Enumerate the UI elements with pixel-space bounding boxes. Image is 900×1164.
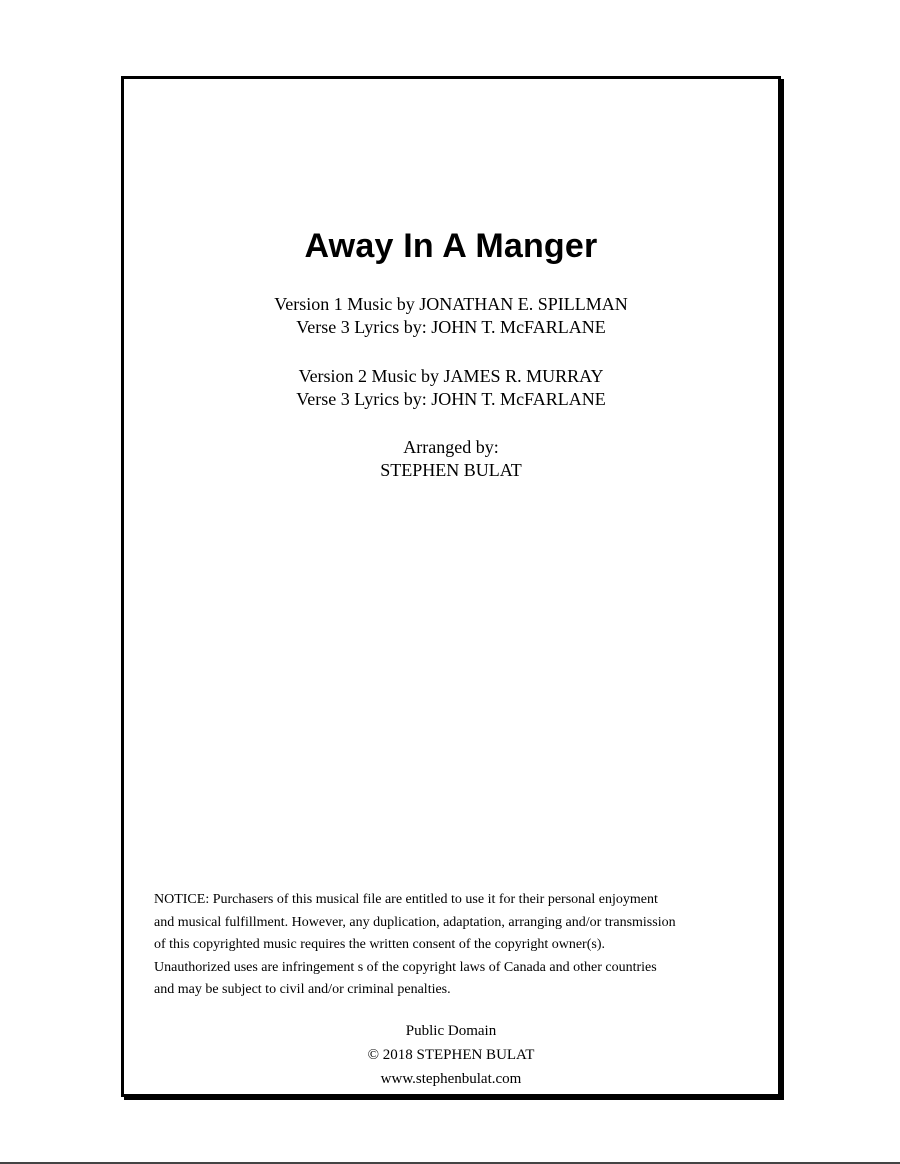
notice-line: NOTICE: Purchasers of this musical file are entitled to use it for their personal enjoyment (154, 892, 658, 907)
notice-line: and musical fulfillment. However, any duplication, adaptation, arranging and/or transmission (154, 914, 676, 930)
copyright-notice (154, 889, 774, 1002)
page-title: Away In A Manger (304, 227, 598, 265)
footer (124, 1019, 778, 1091)
version-1-music-credit: Version 1 Music by JONATHAN E. SPILLMAN (274, 294, 628, 314)
arranger-name: STEPHEN BULAT (380, 460, 522, 480)
arranged-by-label: Arranged by: (403, 437, 499, 457)
rights-status: Public Domain (405, 1023, 497, 1039)
version-2-credits (124, 365, 778, 411)
version-1-lyrics-credit: Verse 3 Lyrics by: JOHN T. McFARLANE (296, 317, 606, 337)
notice-line: and may be subject to civil and/or criminal penalties. (154, 982, 451, 997)
version-2-music-credit: Version 2 Music by JAMES R. MURRAY (298, 366, 604, 386)
website-link[interactable]: www.stephenbulat.com (380, 1071, 522, 1087)
copyright-line: © 2018 STEPHEN BULAT (367, 1047, 535, 1063)
notice-line: of this copyrighted music requires the written consent of the copyright owner(s). (154, 937, 605, 952)
version-1-credits (124, 293, 778, 339)
notice-line: Unauthorized uses are infringement s of the copyright laws of Canada and other countries (154, 959, 657, 975)
version-2-lyrics-credit: Verse 3 Lyrics by: JOHN T. McFARLANE (296, 389, 606, 409)
arrangement-credits (124, 436, 778, 482)
page-frame (121, 76, 781, 1097)
